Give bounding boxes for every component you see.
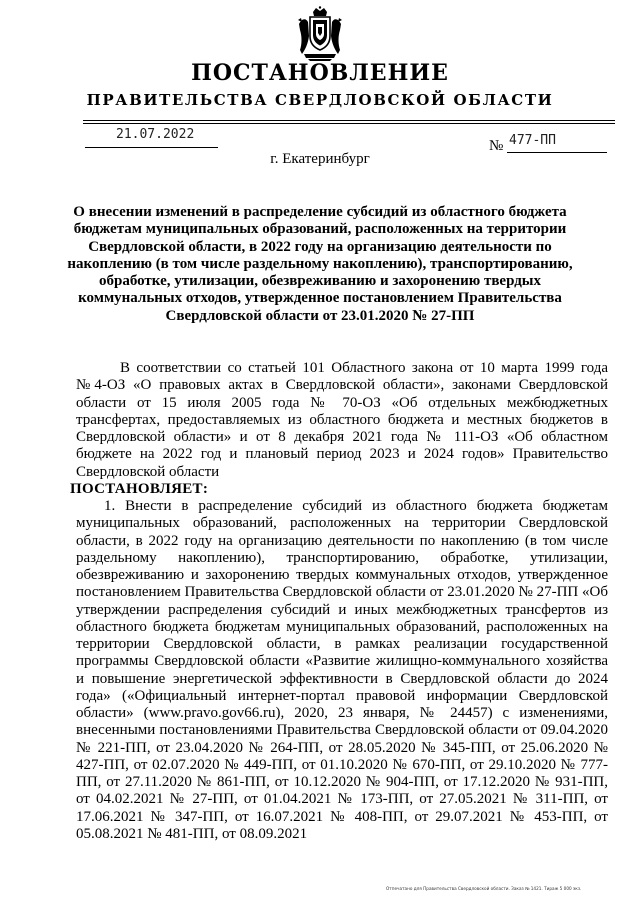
document-heading: О внесении изменений в распределение субсидий из областного бюджета бюджетам муниципальных образований, расположенных на территории Свердловской области, в 2022 году на организацию деятельности по накоплению (в том числе раздельному накоплению), транспортированию, обработке, утилизации, обезвреживанию и захоронению твердых коммунальных отходов, утвержденное постановлением Правительства Свердловской области от 23.01.2020 № 27-ПП bbox=[67, 204, 573, 324]
document-type-title: ПОСТАНОВЛЕНИЕ bbox=[191, 60, 449, 86]
document-body bbox=[70, 360, 608, 843]
coat-of-arms-icon bbox=[296, 6, 344, 62]
document-number: 477-ПП bbox=[509, 133, 556, 148]
place-of-issue: г. Екатеринбург bbox=[270, 151, 370, 167]
number-sign: № bbox=[489, 138, 504, 154]
date-underline bbox=[85, 147, 218, 148]
header-divider-top bbox=[83, 120, 615, 121]
print-footer: Отпечатано для Правительства Свердловской области. Заказ № 1421. Тираж 5 000 экз. bbox=[386, 886, 582, 891]
decree-word: ПОСТАНОВЛЯЕТ: bbox=[70, 480, 209, 497]
header-divider-bottom bbox=[83, 123, 615, 124]
document-date: 21.07.2022 bbox=[116, 127, 195, 142]
issuing-body-title: ПРАВИТЕЛЬСТВА СВЕРДЛОВСКОЙ ОБЛАСТИ bbox=[86, 91, 554, 109]
preamble-paragraph: В соответствии со статьей 101 Областного закона от 10 марта 1999 года №4-ОЗ «О правовых актах в Свердловской области», законами Свердловской области от 15 июля 2005 года № 70-ОЗ «Об отдельных межбюджетных трансфертах, предоставляемых из областного бюджета и местных бюджетов в Свердловской области» и от 8 декабря 2021 года № 111-ОЗ «Об областном бюджете на 2022 год и плановый период 2023 и 2024 годов» Правительство Свердловской области bbox=[76, 360, 608, 480]
item-1-paragraph: 1. Внести в распределение субсидий из областного бюджета бюджетам муниципальных образований, расположенных на территории Свердловской области, в 2022 году на организацию деятельности по накоплению (в том числе раздельному накоплению), транспортированию, обработке, утилизации, обезвреживанию и захоронению твердых коммунальных отходов, утвержденное постановлением Правительства Свердловской области от 23.01.2020 № 27-ПП «Об утверждении распределения субсидий и иных межбюджетных трансфертов из областного бюджета бюджетам муниципальных образований, расположенных на территории Свердловской области, в рамках реализации государственной программы Свердловской области «Развитие жилищно-коммунального хозяйства и повышение энергетической эффективности в Свердловской области до 2024 года» («Официальный интернет-портал правовой информации Свердловской области» (www.pravo.gov66.ru), 2020, 23 января, № 24457) с изменениями, внесенными постановлениями Правительства Свердловской области от 09.04.2020 № 221-ПП, от 23.04.2020 № 264-ПП, от 28.05.2020 № 345-ПП, от 25.06.2020 № 427-ПП, от 02.07.2020 № 449-ПП, от 01.10.2020 № 670-ПП, от 29.10.2020 № 777-ПП, от 27.11.2020 № 861-ПП, от 10.12.2020 № 904-ПП, от 17.12.2020 № 931-ПП, от 04.02.2021 № 27-ПП, от 01.04.2021 № 173-ПП, от 27.05.2021 № 311-ПП, от 17.06.2021 № 347-ПП, от 16.07.2021 № 408-ПП, от 29.07.2021 № 453-ПП, от 05.08.2021 № 481-ПП, от 08.09.2021 bbox=[76, 498, 608, 842]
